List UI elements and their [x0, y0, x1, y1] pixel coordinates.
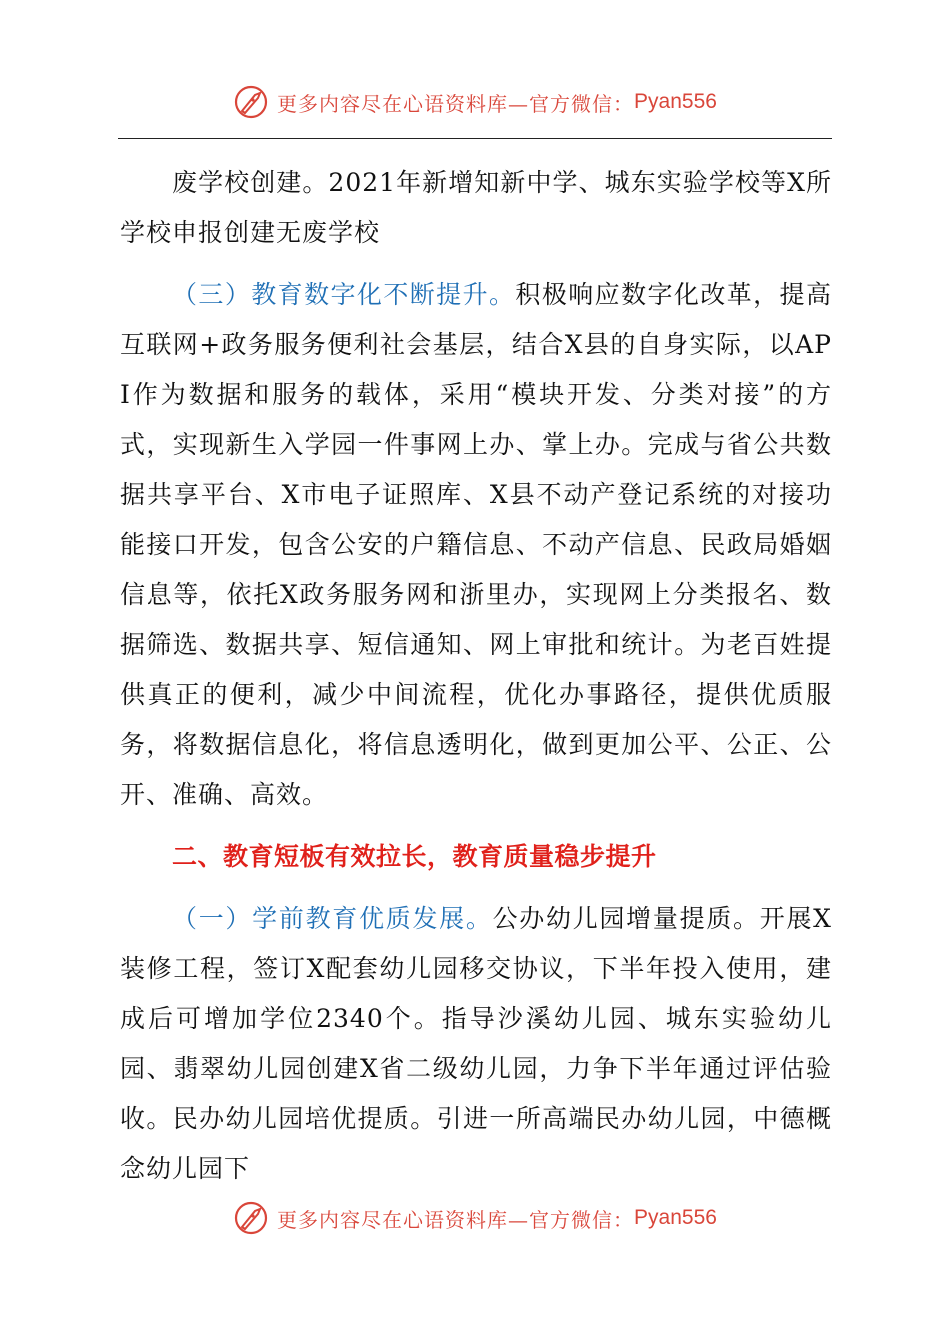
watermark-text: 更多内容尽在心语资料库—官方微信：: [277, 1207, 635, 1232]
header-divider: [118, 138, 832, 139]
paragraph-1: 废学校创建。2021年新增知新中学、城东实验学校等X所学校申报创建无废学校: [120, 168, 832, 247]
header-watermark: [0, 80, 950, 124]
document-body: [120, 158, 832, 1194]
pen-nib-icon: [233, 82, 273, 122]
paragraph-2-text: 积极响应数字化改革，提高互联网+政务服务便利社会基层，结合X县的自身实际，以API作为数据和服务的载体，采用“模块开发、分类对接”的方式，实现新生入学园一件事网上办、掌上办。完成与省公共数据共享平台、X市电子证照库、X县不动产登记系统的对接功能接口开发，包含公安的户籍信息、不动产信息、民政局婚姻信息等，依托X政务服务网和浙里办，实现网上分类报名、数据筛选、数据共享、短信通知、网上审批和统计。为老百姓提供真正的便利，减少中间流程，优化办事路径，提供优质服务，将数据信息化，将信息透明化，做到更加公平、公正、公开、准确、高效。: [120, 280, 832, 809]
pen-nib-icon: [233, 1198, 273, 1238]
watermark-text: 更多内容尽在心语资料库—官方微信：: [277, 91, 635, 116]
paragraph-2: [120, 270, 832, 820]
subheading-education-digitalization: （三）教育数字化不断提升。: [172, 280, 516, 309]
footer-watermark: [0, 1196, 950, 1240]
paragraph-3: [120, 894, 832, 1194]
watermark-handle: Pyan556: [634, 90, 717, 113]
section-heading-2: 二、教育短板有效拉长，教育质量稳步提升: [172, 842, 657, 871]
paragraph-3-text: 公办幼儿园增量提质。开展X装修工程，签订X配套幼儿园移交协议，下半年投入使用，建成后可增加学位2340个。指导沙溪幼儿园、城东实验幼儿园、翡翠幼儿园创建X省二级幼儿园，力争下半年通过评估验收。民办幼儿园培优提质。引进一所高端民办幼儿园，中德概念幼儿园下: [120, 904, 832, 1183]
watermark-handle: Pyan556: [634, 1206, 717, 1229]
subheading-preschool-education: （一）学前教育优质发展。: [172, 904, 493, 933]
